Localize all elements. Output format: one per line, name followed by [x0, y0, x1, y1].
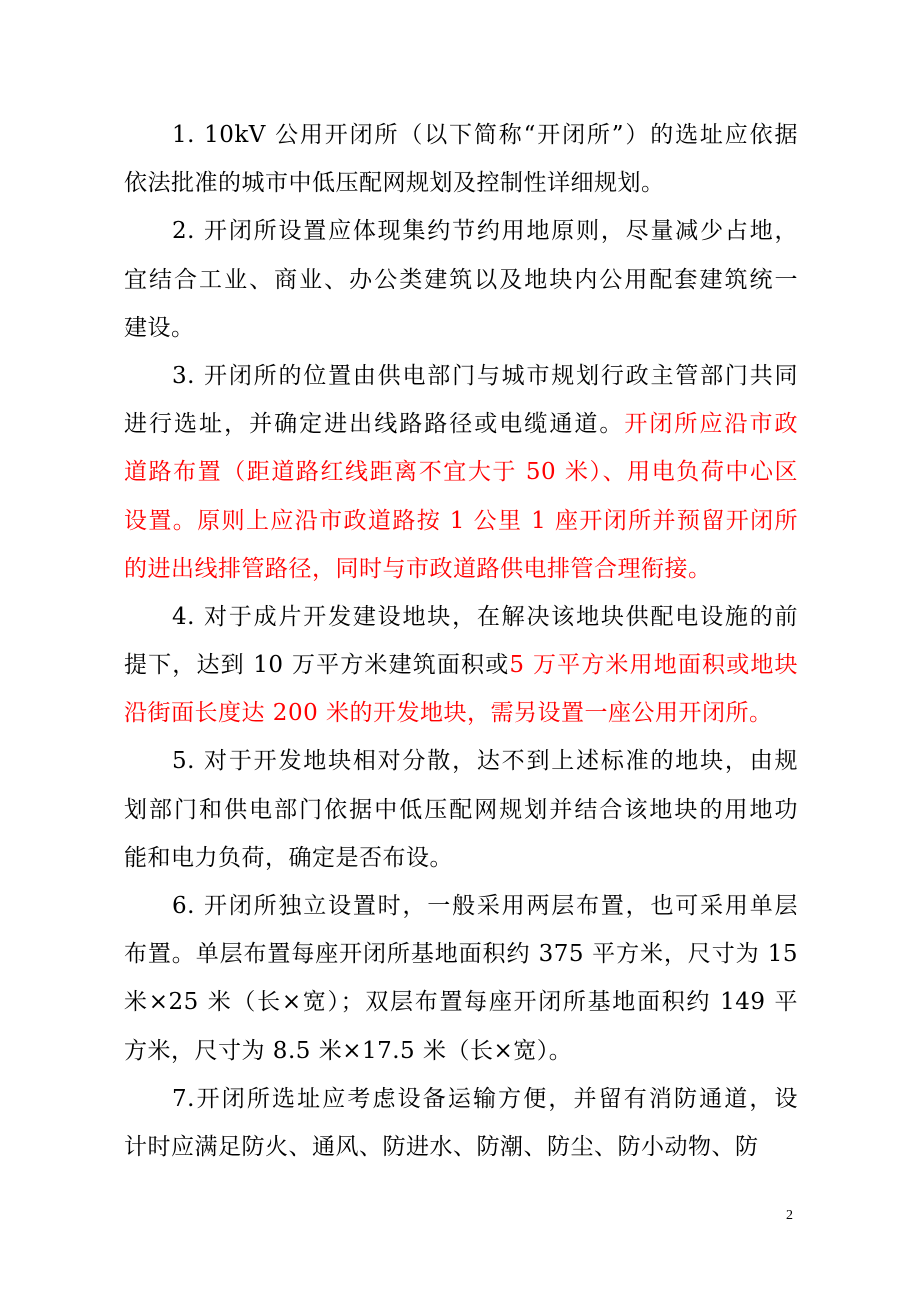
- body-text: [124, 111, 798, 1171]
- paragraph-2-line-2: [124, 256, 798, 304]
- body-text-segment: 进行选址，并确定进出线路路径或电缆通道。: [124, 411, 625, 438]
- paragraph-1-line-1: [124, 111, 798, 159]
- body-text-segment: 宜结合工业、商业、办公类建筑以及地块内公用配套建筑统一: [124, 266, 798, 293]
- body-text-segment: 2. 开闭所设置应体现集约节约用地原则，尽量减少占地，: [172, 218, 798, 245]
- body-text-segment: 6. 开闭所独立设置时，一般采用两层布置，也可采用单层: [172, 893, 798, 919]
- paragraph-5-line-3: [124, 834, 798, 882]
- paragraph-3-line-5: [124, 545, 798, 593]
- paragraph-3-line-3: [124, 448, 798, 496]
- paragraph-5-line-1: [124, 737, 798, 785]
- body-text-segment: 建设。: [124, 314, 195, 341]
- highlighted-text: 道路布置（距道路红线距离不宜大于 50 米）、用电负荷中心区: [124, 459, 798, 486]
- body-text-segment: 划部门和供电部门依据中低压配网规划并结合该地块的用地功: [124, 796, 798, 823]
- highlighted-text: 设置。原则上应沿市政道路按 1 公里 1 座开闭所并预留开闭所: [124, 507, 798, 534]
- paragraph-4-line-2: [124, 641, 798, 689]
- paragraph-1-line-2: [124, 159, 798, 207]
- highlighted-text: 5 万平方米用地面积或地块: [509, 652, 798, 679]
- highlighted-text: 开闭所应沿市政: [624, 411, 798, 438]
- paragraph-2-line-3: [124, 304, 798, 352]
- body-text-segment: 5. 对于开发地块相对分散，达不到上述标准的地块，由规: [172, 748, 798, 775]
- page-number: 2: [786, 1208, 793, 1223]
- body-text-segment: 依法批准的城市中低压配网规划及控制性详细规划。: [124, 170, 665, 197]
- paragraph-6-line-2: [124, 930, 798, 978]
- highlighted-text: 沿街面长度达 200 米的开发地块，需另设置一座公用开闭所。: [124, 700, 773, 727]
- highlighted-text: 的进出线排管路径，同时与市政道路供电排管合理衔接。: [124, 555, 712, 582]
- paragraph-5-line-2: [124, 786, 798, 834]
- paragraph-2-line-1: [124, 207, 798, 255]
- paragraph-7-line-2: [124, 1123, 798, 1171]
- body-text-segment: 4. 对于成片开发建设地块，在解决该地块供配电设施的前: [172, 603, 798, 630]
- paragraph-4-line-3: [124, 689, 798, 737]
- body-text-segment: 7.开闭所选址应考虑设备运输方便，并留有消防通道，设: [172, 1085, 798, 1112]
- paragraph-3-line-4: [124, 497, 798, 545]
- paragraph-3-line-1: [124, 352, 798, 400]
- body-text-segment: 1. 10kV 公用开闭所（以下简称“开闭所”）的选址应依据: [172, 122, 798, 148]
- body-text-segment: 计时应满足防火、通风、防进水、防潮、防尘、防小动物、防: [124, 1133, 759, 1160]
- body-text-segment: 3. 开闭所的位置由供电部门与城市规划行政主管部门共同: [172, 362, 798, 389]
- body-text-segment: 布置。单层布置每座开闭所基地面积约 375 平方米，尺寸为 15: [124, 941, 798, 968]
- paragraph-6-line-4: [124, 1027, 798, 1075]
- paragraph-7-line-1: [124, 1075, 798, 1123]
- body-text-segment: 提下，达到 10 万平方米建筑面积或: [124, 652, 510, 679]
- paragraph-4-line-1: [124, 593, 798, 641]
- paragraph-6-line-3: [124, 978, 798, 1026]
- paragraph-6-line-1: [124, 882, 798, 930]
- body-text-segment: 米×25 米（长×宽）；双层布置每座开闭所基地面积约 149 平: [124, 989, 798, 1016]
- paragraph-3-line-2: [124, 400, 798, 448]
- body-text-segment: 能和电力负荷，确定是否布设。: [124, 844, 453, 871]
- body-text-segment: 方米，尺寸为 8.5 米×17.5 米（长×宽）。: [124, 1037, 573, 1064]
